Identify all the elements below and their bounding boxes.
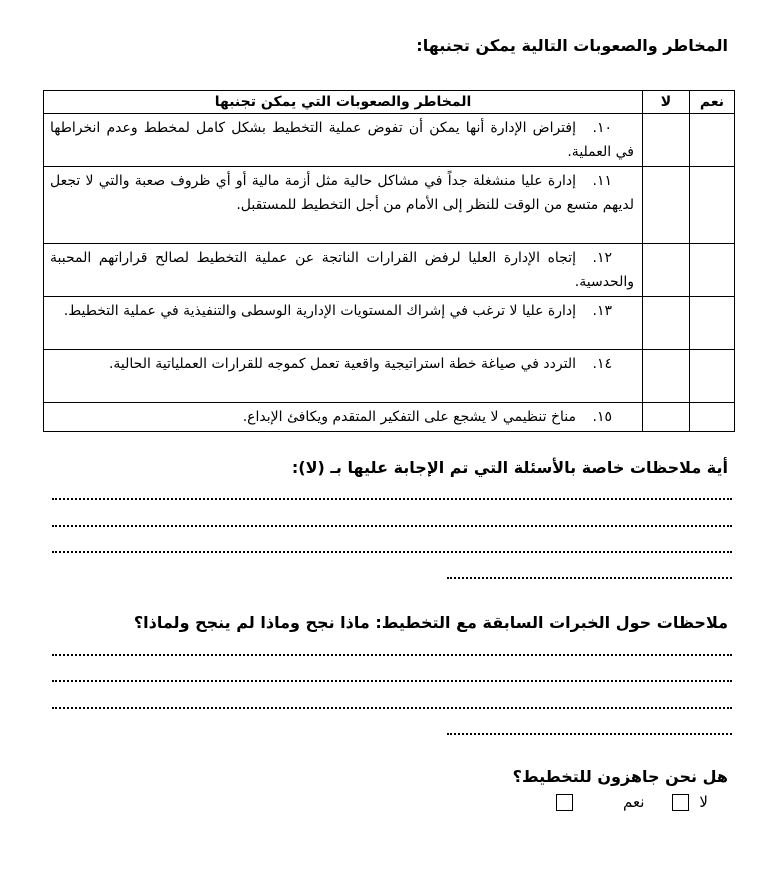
item-number: ١٢.: [592, 250, 612, 266]
item-text: إفتراض الإدارة أنها يمكن أن تفوض عملية التخطيط بشكل كامل لمخطط وعدم انخراطها في العملية.: [50, 120, 634, 160]
item-number: ١٥.: [592, 409, 612, 425]
experience-title: ملاحظات حول الخبرات السابقة مع التخطيط: ماذا نجح وماذا لم ينجح ولماذا؟: [133, 613, 728, 632]
item-cell: [44, 350, 643, 403]
answer-line[interactable]: [52, 650, 732, 656]
item-cell: [44, 244, 643, 297]
table-row: [44, 244, 735, 297]
table-row: [44, 167, 735, 244]
notes-no-title: أية ملاحظات خاصة بالأسئلة التي تم الإجابة عليها بـ (لا):: [291, 458, 728, 477]
header-yes: نعم: [690, 91, 735, 114]
answer-line[interactable]: [52, 676, 732, 682]
table-header-row: [44, 91, 735, 114]
table-row: [44, 350, 735, 403]
yes-cell[interactable]: [690, 403, 735, 432]
option-yes-checkbox[interactable]: [556, 794, 573, 811]
item-cell: [44, 167, 643, 244]
option-no-label: لا: [699, 793, 708, 811]
no-cell[interactable]: [643, 114, 690, 167]
item-number: ١٤.: [592, 356, 612, 372]
yes-cell[interactable]: [690, 114, 735, 167]
answer-line[interactable]: [447, 729, 732, 735]
item-text: إتجاه الإدارة العليا لرفض القرارات الناتجة عن عملية التخطيط لصالح قراراتهم المحببة والحدسية.: [50, 250, 634, 290]
item-text: إدارة عليا لا ترغب في إشراك المستويات الإدارية الوسطى والتنفيذية في عملية التخطيط.: [63, 303, 576, 319]
option-yes-label: نعم: [623, 793, 645, 811]
table-row: [44, 297, 735, 350]
no-cell[interactable]: [643, 244, 690, 297]
no-cell[interactable]: [643, 350, 690, 403]
item-cell: [44, 114, 643, 167]
item-number: ١٣.: [592, 303, 612, 319]
no-cell[interactable]: [643, 403, 690, 432]
item-text: إدارة عليا منشغلة جداً في مشاكل حالية مثل أزمة مالية أو أي ظروف صعبة والتي لا تجعل لديهم متسع من الوقت للنظر إلى الأمام من أجل التخطيط للمستقبل.: [50, 173, 634, 213]
header-description: المخاطر والصعوبات التي يمكن تجنبها: [44, 91, 643, 114]
option-no-checkbox[interactable]: [672, 794, 689, 811]
no-cell[interactable]: [643, 167, 690, 244]
item-number: ١١.: [592, 173, 612, 189]
header-no: لا: [643, 91, 690, 114]
item-text: مناخ تنظيمي لا يشجع على التفكير المتقدم ويكافئ الإبداع.: [242, 409, 576, 425]
yes-cell[interactable]: [690, 167, 735, 244]
answer-line[interactable]: [52, 521, 732, 527]
answer-line[interactable]: [447, 573, 732, 579]
yes-cell[interactable]: [690, 244, 735, 297]
table-row: [44, 403, 735, 432]
item-number: ١٠.: [592, 120, 612, 136]
table-row: [44, 114, 735, 167]
answer-line[interactable]: [52, 547, 732, 553]
answer-line[interactable]: [52, 494, 732, 500]
section-title: المخاطر والصعوبات التالية يمكن تجنبها:: [416, 36, 728, 55]
yes-cell[interactable]: [690, 297, 735, 350]
readiness-title: هل نحن جاهزون للتخطيط؟: [512, 767, 728, 786]
item-cell: [44, 297, 643, 350]
yes-cell[interactable]: [690, 350, 735, 403]
item-cell: [44, 403, 643, 432]
answer-line[interactable]: [52, 703, 732, 709]
no-cell[interactable]: [643, 297, 690, 350]
readiness-options: [540, 790, 718, 814]
risks-table: [43, 90, 735, 432]
item-text: التردد في صياغة خطة استراتيجية واقعية تعمل كموجه للقرارات العملياتية الحالية.: [108, 356, 576, 372]
